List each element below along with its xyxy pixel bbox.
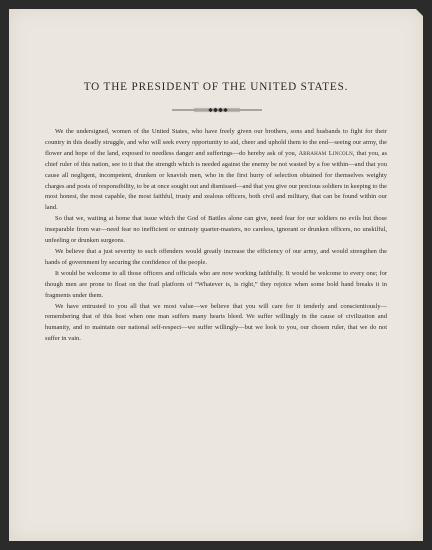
paragraph-4: It would be welcome to all those officers and officials who are now working faithfully. It would be welcome to every one; for though men are prone to float on the frail platform of “Whatever is, is right,” they rejoice when some bold hand breaks it in fragments under them.	[45, 269, 387, 299]
paragraph-2: So that we, waiting at home that issue which the God of Battles alone can give, need fear for our soldiers no evils but those inseparable from war—need fear no inefficient or untrusty quarter-masters, no careless, ignorant or drunken officers, no unskilful, unfeeling or drunken surgeons.	[45, 215, 387, 245]
paragraph-3: We believe that a just severity to such offenders would greatly increase the efficiency of our army, and would strengthen the hands of government by securing the confidence of the people.	[45, 247, 387, 266]
ornamental-rule	[172, 105, 262, 115]
paragraph-1-closing: , that you, as chief ruler of this nation, see to it that the strength which is needed against the enemy be not wasted by a foe within—and that you cause all negligent, incompetent, drunken or knavish men, who in the first hurry of selection obtained for themselves weighty charges and posts of responsibility, to be at once sought out and dismissed—and that you give our precious soldiers in keeping to the most honest, the most capable, the most faithful, trusty and zealous officers, both civil and military, that can be found within our land.	[45, 149, 387, 212]
paragraph-1-opening: We the undersigned, women of the United States, who have freely given our brothers, sons and husbands to fight for their country in this deadly struggle, and who will seek every opportunity to aid, cheer and uphold them to the end—seeing our army, the flower and hope of the land, exposed to needless danger and sufferings—do hereby ask of you,	[45, 128, 387, 157]
document-title: TO THE PRESIDENT OF THE UNITED STATES.	[83, 81, 349, 93]
folded-corner	[415, 8, 424, 17]
president-name: Abraham Lincoln	[298, 149, 353, 157]
document-page	[9, 9, 423, 541]
paragraph-5: We have entrusted to you all that we most value—we believe that you will care for it tenderly and conscientiously—remembering that of this host when one man suffers many hearts bleed. We suffer willingly in the cause of civilization and humanity, and to maintain our national self-respect—we suffer willingly—but we look to you, our chosen ruler, that we do not suffer in vain.	[45, 302, 387, 343]
petition-text	[45, 127, 387, 345]
paragraph-1	[45, 127, 387, 214]
